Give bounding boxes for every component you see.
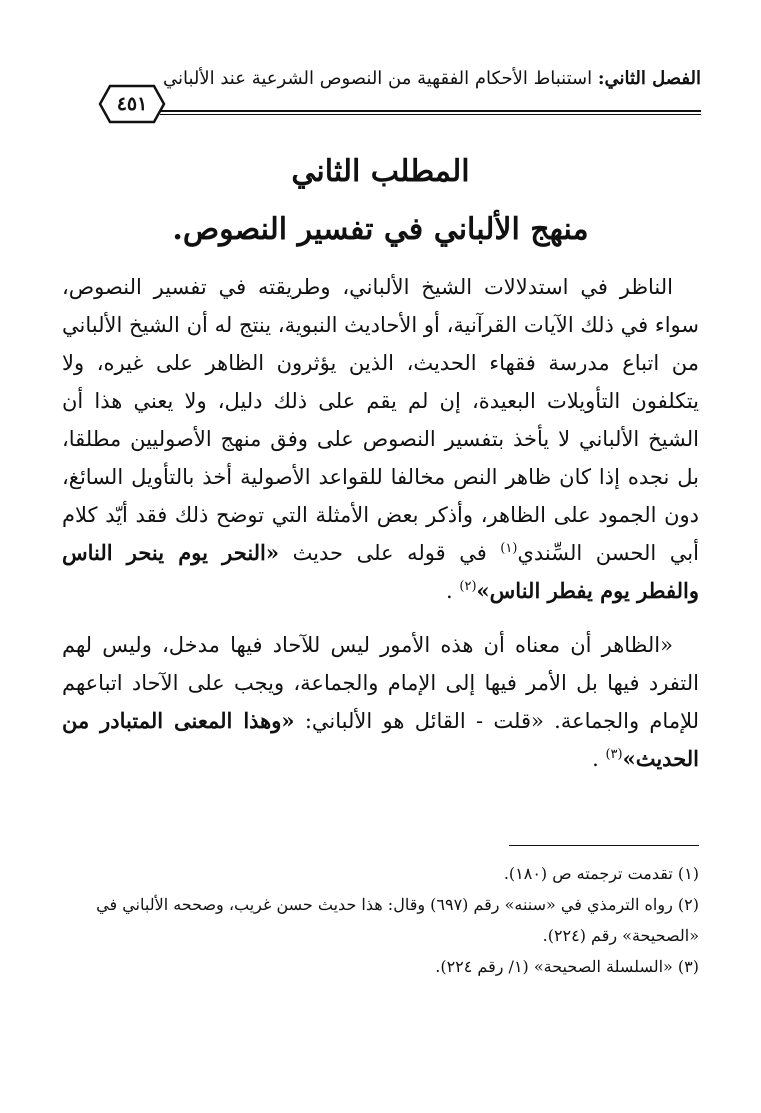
paragraph-2-tail: . xyxy=(592,747,606,771)
running-header xyxy=(95,62,701,96)
header-rule-thin xyxy=(160,114,701,115)
footnote-ref-2: (٢) xyxy=(459,579,477,594)
footnote-1: (١) تقدمت ترجمته ص (١٨٠). xyxy=(503,864,699,883)
footnote-ref-1: (١) xyxy=(500,541,518,556)
footnotes xyxy=(62,858,699,982)
hadith-quote: «النحر يوم ينحر الناس والفطر يوم يفطر الناس» xyxy=(62,540,699,603)
chapter-label: الفصل الثاني: xyxy=(597,68,701,89)
paragraph-1 xyxy=(62,268,699,610)
chapter-title: استنباط الأحكام الفقهية من النصوص الشرعية عند الألباني xyxy=(162,68,593,89)
paragraph-1-lead: الناظر في استدلالات الشيخ الألباني، وطريقته في تفسير النصوص، سواء في ذلك الآيات القرآنية، أو الأحاديث النبوية، ينتج له أن الشيخ الألباني من اتباع مدرسة فقهاء الحديث، الذين يؤثرون الظاهر على غيره، ولا يتكلفون التأويلات البعيدة، إن لم يقم على ذلك دليل، ولا يعني هذا أن الشيخ الألباني لا يأخذ بتفسير النصوص على وفق منهج الأصوليين مطلقا، بل نجده إذا كان ظاهر النص مخالفا للقواعد الأصولية أخذ بالتأويل السائغ، دون الجمود على الظاهر، وأذكر بعض الأمثلة التي توضح ذلك فقد أيّد كلام أبي الحسن السِّندي xyxy=(62,275,699,565)
section-title: المطلب الثاني xyxy=(291,154,470,189)
header-rule xyxy=(160,110,701,112)
paragraph-2 xyxy=(62,626,699,778)
footnote-rule xyxy=(509,845,699,846)
paragraph-1-mid: في قوله على حديث xyxy=(279,541,501,565)
page-number-badge xyxy=(98,84,166,124)
footnote-3: (٣) «السلسلة الصحيحة» (١/ رقم ٢٢٤). xyxy=(435,957,699,976)
albani-quote: «وهذا المعنى المتبادر من الحديث» xyxy=(62,708,699,771)
body-text xyxy=(62,268,699,778)
paragraph-2-lead: «الظاهر أن معناه أن هذه الأمور ليس للآحاد فيها مدخل، وليس لهم التفرد فيها بل الأمر فيها إلى الإمام والجماعة، ويجب على الآحاد اتباعهم للإمام والجماعة. «قلت - القائل هو الألباني: xyxy=(62,633,699,733)
footnote-ref-3: (٣) xyxy=(605,747,623,762)
footnote-2: (٢) رواه الترمذي في «سننه» رقم (٦٩٧) وقال: هذا حديث حسن غريب، وصححه الألباني في «الصحيحة» رقم (٢٢٤). xyxy=(96,895,699,945)
subject-title: منهج الألباني في تفسير النصوص. xyxy=(172,212,589,247)
paragraph-1-tail: . xyxy=(446,579,460,603)
page-number: ٤٥١ xyxy=(116,93,148,115)
